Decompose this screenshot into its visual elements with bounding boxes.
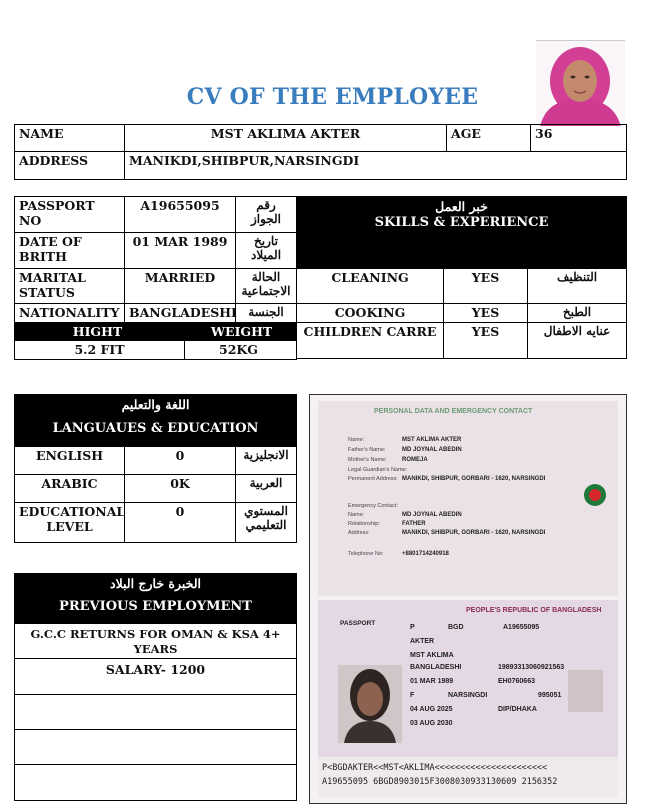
languages-header-arabic: اللغة والتعليم <box>121 397 190 412</box>
passport-word: PASSPORT <box>340 620 376 627</box>
skill-cooking-value: YES <box>444 304 528 323</box>
nationality-value: BANGLADESHI <box>125 304 236 323</box>
passport-ghost-photo <box>568 670 603 712</box>
skill-children-value: YES <box>444 323 528 359</box>
name-label: NAME <box>15 125 125 152</box>
weight-label: WEIGHT <box>185 323 297 341</box>
empty-row <box>15 695 297 730</box>
lang-english-label: ENGLISH <box>15 447 125 475</box>
name-value: MST AKLIMA AKTER <box>125 125 447 152</box>
pp-personal-no: 19893313060921563 <box>498 664 565 671</box>
pp-type: P <box>410 624 415 631</box>
republic-label: PEOPLE'S REPUBLIC OF BANGLADESH <box>466 607 602 614</box>
pp-place-no: 995051 <box>538 692 562 699</box>
marital-label: MARITAL STATUS <box>15 269 125 304</box>
pp-nationality: BANGLADESHI <box>410 664 462 671</box>
skill-children-arabic: عنايه الاطفال <box>528 323 627 359</box>
pp-number: A19655095 <box>503 624 540 631</box>
lang-arabic-value: 0K <box>125 475 236 503</box>
pp-expiry: 03 AUG 2030 <box>410 720 453 727</box>
height-value: 5.2 FIT <box>15 341 185 360</box>
languages-table <box>14 394 297 543</box>
pp-field-value: +8801714240918 <box>402 551 449 557</box>
empty-row <box>15 765 297 801</box>
dob-arabic: تاريخ الميلاد <box>236 233 297 269</box>
nationality-label: NATIONALITY <box>15 304 125 323</box>
pp-given: MST AKLIMA <box>410 652 454 659</box>
passport-label: PASSPORT NO <box>15 197 125 233</box>
pp-prev-no: EH0760663 <box>498 678 535 685</box>
salary: SALARY- 1200 <box>15 659 297 695</box>
passport-photo-page <box>318 600 618 760</box>
skills-header-title: SKILLS & EXPERIENCE <box>374 215 549 230</box>
pp-field-value: MANIKDI, SHIBPUR, GORBARI - 1620, NARSINGDI <box>402 476 546 482</box>
employment-table <box>14 573 297 801</box>
personal-info-table <box>14 124 627 180</box>
pp-sex: F <box>410 692 415 699</box>
lang-english-value: 0 <box>125 447 236 475</box>
pp-field-label: Relationship: <box>348 521 380 527</box>
pp-field-value: MD JOYNAL ABEDIN <box>402 512 462 518</box>
skill-cleaning-arabic: التنظيف <box>528 269 627 304</box>
lang-english-arabic: الانجليزية <box>236 447 297 475</box>
skills-header-arabic: خبر العمل <box>435 199 488 214</box>
mrz-line-2: A19655095 6BGD8903015F3008030933130609 2156352 <box>322 777 558 787</box>
skills-table <box>296 196 627 359</box>
pp-field-label: Legal Guardian's Name: <box>348 467 408 473</box>
pp-issue: 04 AUG 2025 <box>410 706 453 713</box>
skill-cooking-label: COOKING <box>297 304 444 323</box>
skill-children-label: CHILDREN CARRE <box>297 323 444 359</box>
height-label: HIGHT <box>15 323 185 341</box>
marital-value: MARRIED <box>125 269 236 304</box>
pp-surname: AKTER <box>410 638 435 645</box>
address-label: ADDRESS <box>15 152 125 180</box>
pp-field-label: Mother's Name: <box>348 457 387 463</box>
pp-field-label: Name: <box>348 512 365 518</box>
mrz-line-1: P<BGDAKTER<<MST<AKLIMA<<<<<<<<<<<<<<<<<<<<<< <box>322 763 548 773</box>
employee-photo <box>536 40 625 126</box>
height-weight-table <box>14 322 297 360</box>
pp-place: NARSINGDI <box>448 692 488 699</box>
employment-header-arabic: الخبرة خارج البلاد <box>110 576 201 591</box>
dob-value: 01 MAR 1989 <box>125 233 236 269</box>
marital-arabic: الحالة الاجتماعية <box>236 269 297 304</box>
passport-data-page <box>318 401 618 596</box>
skill-cleaning-label: CLEANING <box>297 269 444 304</box>
pp-field-label: Telephone No: <box>348 551 384 557</box>
education-value: 0 <box>125 503 236 543</box>
pp-authority: DIP/DHAKA <box>498 706 537 713</box>
lang-arabic-label: ARABIC <box>15 475 125 503</box>
passport-value: A19655095 <box>125 197 236 233</box>
pp-field-value: MST AKLIMA AKTER <box>402 437 462 443</box>
age-value: 36 <box>531 125 627 152</box>
pp-field-label: Emergency Contact: <box>348 503 398 509</box>
employment-header <box>15 574 297 624</box>
pp-dob: 01 MAR 1989 <box>410 678 454 685</box>
education-label: EDUCATIONAL LEVEL <box>15 503 125 543</box>
page-title: CV OF THE EMPLOYEE <box>186 84 479 110</box>
passport-arabic: رقم الجواز <box>236 197 297 233</box>
skills-header <box>297 197 627 269</box>
skill-cleaning-value: YES <box>444 269 528 304</box>
pp-field-value: MD JOYNAL ABEDIN <box>402 447 462 453</box>
emblem-icon <box>583 483 607 507</box>
pp-field-label: Address: <box>348 530 370 536</box>
pp-field-value: MANIKDI, SHIBPUR, GORBARI - 1620, NARSINGDI <box>402 530 546 536</box>
languages-header-title: LANGUAUES & EDUCATION <box>52 421 259 436</box>
pp-field-label: Name: <box>348 437 365 443</box>
passport-scan <box>309 394 627 804</box>
passport-mrz <box>318 757 618 797</box>
dob-label: DATE OF BRITH <box>15 233 125 269</box>
passport-holder-photo <box>338 665 402 743</box>
employment-line: G.C.C RETURNS FOR OMAN & KSA 4+ YEARS <box>15 624 297 659</box>
emergency-header: PERSONAL DATA AND EMERGENCY CONTACT <box>374 408 533 415</box>
empty-row <box>15 730 297 765</box>
lang-arabic-arabic: العربية <box>236 475 297 503</box>
nationality-arabic: الجنسة <box>236 304 297 323</box>
pp-field-label: Permanent Address: <box>348 476 398 482</box>
pp-field-label: Father's Name: <box>348 447 386 453</box>
employment-header-title: PREVIOUS EMPLOYMENT <box>59 599 252 614</box>
age-label: AGE <box>447 125 531 152</box>
pp-field-value: FATHER <box>402 521 426 527</box>
education-arabic: المستوي التعليمي <box>236 503 297 543</box>
pp-code: BGD <box>448 624 464 631</box>
languages-header <box>15 395 297 447</box>
pp-field-value: ROMEJA <box>402 457 428 463</box>
skill-cooking-arabic: الطبخ <box>528 304 627 323</box>
weight-value: 52KG <box>185 341 297 360</box>
details-table <box>14 196 297 323</box>
address-value: MANIKDI,SHIBPUR,NARSINGDI <box>125 152 627 180</box>
